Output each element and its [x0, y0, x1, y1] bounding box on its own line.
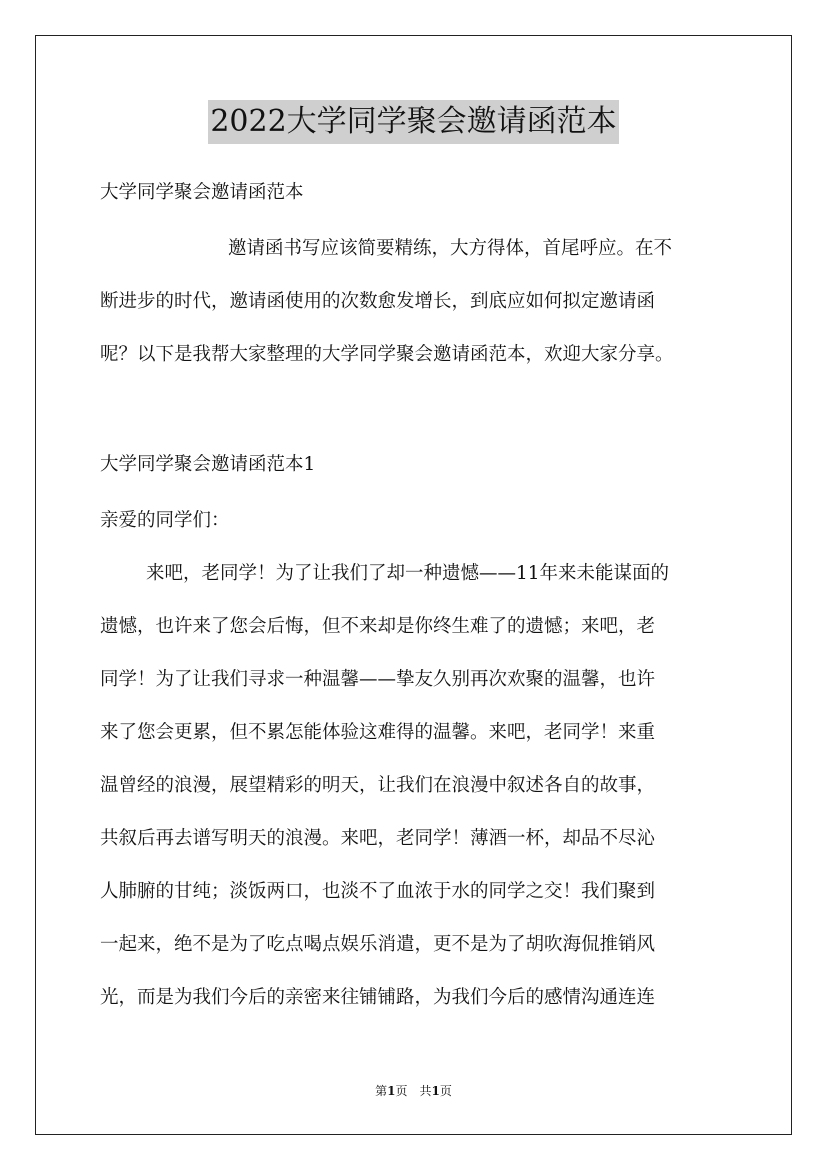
title-container [0, 100, 827, 144]
intro-line: 断进步的时代，邀请函使用的次数愈发增长，到底应如何拟定邀请函 [100, 291, 656, 312]
body-line: 遗憾，也许来了您会后悔，但不来却是你终生难了的遗憾；来吧，老 [100, 616, 656, 637]
footer-mid: 页 共 [395, 1084, 432, 1098]
footer-prefix: 第 [375, 1084, 388, 1098]
body-line: 人肺腑的甘纯；淡饭两口，也淡不了血浓于水的同学之交！我们聚到 [100, 881, 656, 902]
body-line: 温曾经的浪漫，展望精彩的明天，让我们在浪漫中叙述各自的故事， [100, 775, 656, 796]
footer-page-number: 1 [387, 1084, 396, 1098]
section-heading: 大学同学聚会邀请函范本1 [100, 454, 316, 475]
body-line: 一起来，绝不是为了吃点喝点娱乐消遣，更不是为了胡吹海侃推销风 [100, 934, 656, 955]
salutation: 亲爱的同学们： [100, 510, 230, 531]
intro-line: 呢？以下是我帮大家整理的大学同学聚会邀请函范本，欢迎大家分享。 [100, 344, 674, 365]
page-footer [0, 1083, 827, 1099]
body-line: 同学！为了让我们寻求一种温馨——挚友久别再次欢聚的温馨，也许 [100, 669, 656, 690]
body-line: 光，而是为我们今后的亲密来往铺铺路，为我们今后的感情沟通连连 [100, 987, 656, 1008]
footer-total-pages: 1 [431, 1084, 440, 1098]
document-title: 2022大学同学聚会邀请函范本 [208, 100, 618, 144]
intro-line: 邀请函书写应该简要精练，大方得体，首尾呼应。在不 [228, 238, 673, 259]
footer-suffix: 页 [439, 1084, 452, 1098]
body-line: 来了您会更累，但不累怎能体验这难得的温馨。来吧，老同学！来重 [100, 722, 656, 743]
body-line: 共叙后再去谱写明天的浪漫。来吧，老同学！薄酒一杯，却品不尽沁 [100, 828, 656, 849]
document-subtitle: 大学同学聚会邀请函范本 [100, 182, 304, 203]
body-line: 来吧，老同学！为了让我们了却一种遗憾——11年来未能谋面的 [146, 563, 670, 584]
